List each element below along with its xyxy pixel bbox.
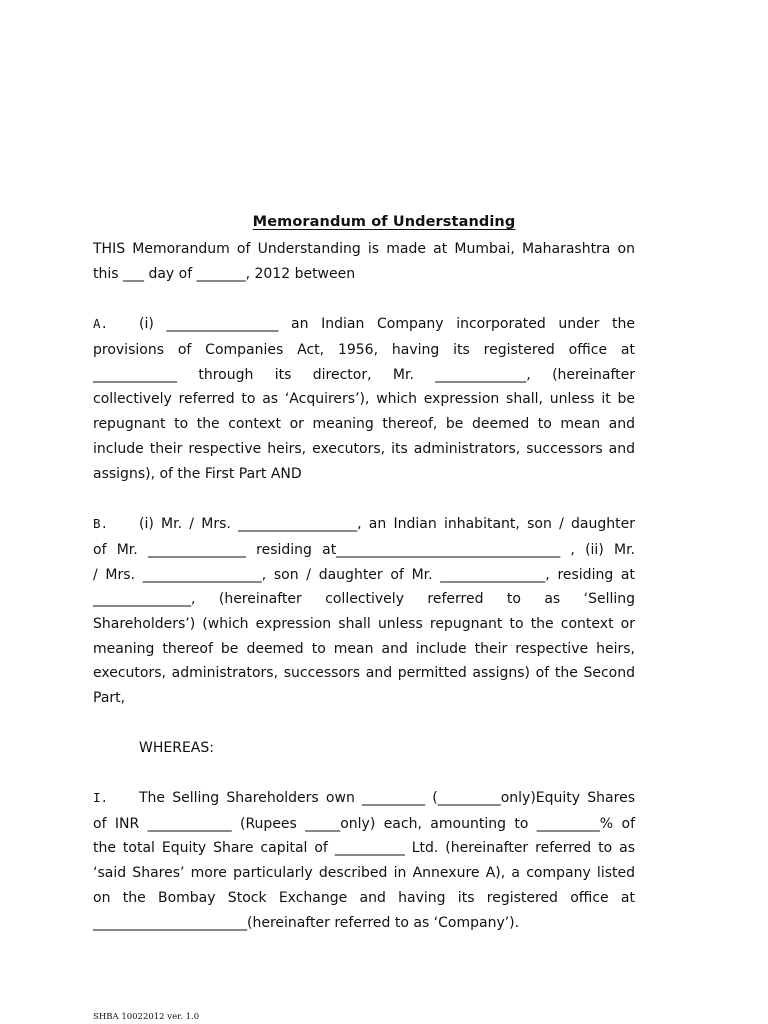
section-b-text: (i) Mr. / Mrs. _________________, an Indian inhabitant, son / daughter	[139, 516, 635, 532]
section-b-line: executors, administrators, successors and permitted assigns) of the Second	[93, 665, 635, 681]
intro-line: THIS Memorandum of Understanding is made at Mumbai, Maharashtra on	[93, 241, 635, 257]
section-a-line: repugnant to the context or meaning thereof, be deemed to mean and	[93, 416, 635, 432]
section-a-line	[93, 315, 635, 333]
section-b-marker: B.	[93, 516, 109, 531]
document-title: Memorandum of Understanding	[252, 214, 516, 230]
section-i-line: of INR ____________ (Rupees _____only) each, amounting to _________% of	[93, 816, 635, 832]
footer-version: SHBA 10022012 ver. 1.0	[93, 1012, 200, 1022]
section-a-line: ____________ through its director, Mr. _____________, (hereinafter	[93, 367, 635, 383]
section-i-line	[93, 789, 635, 807]
whereas-heading: WHEREAS:	[139, 740, 214, 756]
section-a-line: collectively referred to as ‘Acquirers’), which expression shall, unless it be	[93, 391, 635, 407]
section-a-line: include their respective heirs, executors, its administrators, successors and	[93, 441, 635, 457]
intro-line: this ___ day of _______, 2012 between	[93, 266, 356, 282]
section-b-line: meaning thereof be deemed to mean and include their respective heirs,	[93, 641, 635, 657]
section-a-line: provisions of Companies Act, 1956, having its registered office at	[93, 342, 635, 358]
section-a-marker: A.	[93, 316, 109, 331]
section-i-marker: I.	[93, 790, 109, 805]
section-b-line	[93, 515, 635, 533]
section-i-line: ‘said Shares’ more particularly described in Annexure A), a company listed	[93, 865, 635, 881]
section-b-line: Shareholders’) (which expression shall unless repugnant to the context or	[93, 616, 635, 632]
section-b-line: Part,	[93, 690, 126, 706]
section-i-line: the total Equity Share capital of __________ Ltd. (hereinafter referred to as	[93, 840, 635, 856]
section-i-line: ______________________(hereinafter referred to as ‘Company’).	[93, 915, 520, 931]
section-i-line: on the Bombay Stock Exchange and having its registered office at	[93, 890, 635, 906]
section-i-text: The Selling Shareholders own _________ (_________only)Equity Shares	[139, 790, 635, 806]
section-a-line: assigns), of the First Part AND	[93, 466, 302, 482]
section-b-line: of Mr. ______________ residing at________________________________ , (ii) Mr.	[93, 542, 635, 558]
section-a-text: (i) ________________ an Indian Company incorporated under the	[139, 316, 635, 332]
section-b-line: / Mrs. _________________, son / daughter of Mr. _______________, residing at	[93, 567, 635, 583]
section-b-line: ______________, (hereinafter collectively referred to as ‘Selling	[93, 591, 635, 607]
